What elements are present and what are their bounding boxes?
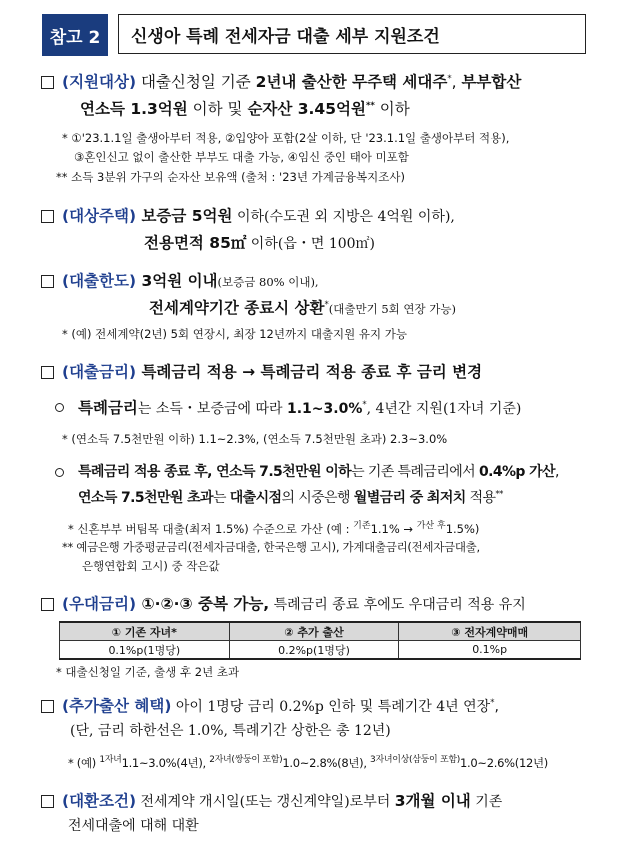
note-limit-1: * (예) 전세계약(2년) 5회 연장시, 최장 12년까지 대출지원 유지 가능 [62,327,408,341]
bullet-circle-icon [55,468,64,477]
section-refinance-line2: 전세대출에 대해 대환 [68,818,199,834]
note-rate-3: ** 예금은행 가중평균금리(전세자금대출, 한국은행 고시), 가계대출금리(전세자금대출, [62,540,480,554]
bullet-circle-icon [55,403,64,412]
checkbox-square-icon [41,366,54,379]
section-housing-line1: (대상주택) 보증금 5억원 이하(수도권 외 지방은 4억원 이하), [62,207,455,225]
section-tag-refinance: (대환조건) [62,792,137,810]
section-tag-rate: (대출금리) [62,363,137,381]
note-rate-1: * (연소득 7.5천만원 이하) 1.1~2.3%, (연소득 7.5천만원 초과) 2.3~3.0% [62,432,448,446]
section-tag-target: (지원대상) [62,73,137,91]
rate-bullet-2-line2: 연소득 7.5천만원 초과는 대출시점의 시중은행 월별금리 중 최저치 적용** [78,489,503,506]
section-target-line1: (지원대상) 대출신청일 기준 2년내 출산한 무주택 세대주*, 부부합산 [62,73,522,91]
note-rate-4: 은행연합회 고시) 중 작은값 [82,559,220,573]
section-limit-line2: 전세계약기간 종료시 상환*(대출만기 5회 연장 가능) [149,299,456,317]
rate-bullet-1: 특례금리는 소득・보증금에 따라 1.1~3.0%*, 4년간 지원(1자녀 기준) [78,399,522,417]
section-tag-housing: (대상주택) [62,207,137,225]
note-preferential-1: * 대출신청일 기준, 출생 후 2년 초과 [56,665,240,679]
table-cell: 0.2%p(1명당) [229,641,399,660]
checkbox-square-icon [41,275,54,288]
section-tag-birth: (추가출산 혜택) [62,697,172,715]
note-birth-1: * (예) $^{1자녀}$1.1~3.0%(4년), $^{2자녀(쌍둥이 포함)}$1.0~2.8%(8년), $^{3자녀이상(삼둥이 포함)}$1.0~2.6%(12년) [68,755,548,770]
table-header-cell: ① 기존 자녀* [60,622,230,641]
checkbox-square-icon [41,76,54,89]
section-preferential-line1: (우대금리) ①·②·③ 중복 가능, 특례금리 종료 후에도 우대금리 적용 유지 [62,595,526,613]
section-refinance-line1: (대환조건) 전세계약 개시일(또는 갱신계약일)로부터 3개월 이내 기존 [62,792,503,810]
checkbox-square-icon [41,700,54,713]
table-row [60,641,581,660]
section-tag-limit: (대출한도) [62,272,137,290]
checkbox-square-icon [41,598,54,611]
note-target-3: ** 소득 3분위 가구의 순자산 보유액 (출처 : '23년 가계금융복지조사) [56,170,405,184]
table-header-row [60,622,581,641]
reference-badge: 참고 2 [42,14,108,56]
section-birth-line2: (단, 금리 하한선은 1.0%, 특례기간 상한은 총 12년) [70,723,391,739]
note-rate-2: * 신혼부부 버팀목 대출(최저 1.5%) 수준으로 가산 (예 : $^{기존}$1.1% → $^{가산 후}$1.5%) [68,521,480,536]
table-header-cell: ② 추가 출산 [229,622,399,641]
section-birth-line1: (추가출산 혜택) 아이 1명당 금리 0.2%p 인하 및 특례기간 4년 연장*, [62,697,499,715]
section-rate-line1: (대출금리) 특례금리 적용 → 특례금리 적용 종료 후 금리 변경 [62,363,483,381]
preferential-rate-table [59,621,581,660]
section-target-line2: 연소득 1.3억원 이하 및 순자산 3.45억원** 이하 [80,100,410,118]
section-tag-preferential: (우대금리) [62,595,137,613]
checkbox-square-icon [41,795,54,808]
document-title: 신생아 특례 전세자금 대출 세부 지원조건 [118,14,586,54]
checkbox-square-icon [41,210,54,223]
note-target-2: ③혼인신고 없이 출산한 부부도 대출 가능, ④임신 중인 태아 미포함 [74,150,409,164]
table-cell: 0.1%p [399,641,581,660]
document-header [42,14,590,56]
table-header-cell: ③ 전자계약매매 [399,622,581,641]
section-housing-line2: 전용면적 85㎡ 이하(읍・면 100㎡) [144,234,376,252]
table-cell: 0.1%p(1명당) [60,641,230,660]
section-limit-line1: (대출한도) 3억원 이내(보증금 80% 이내), [62,272,319,290]
rate-bullet-2-line1: 특례금리 적용 종료 후, 연소득 7.5천만원 이하는 기존 특례금리에서 0.4%p 가산, [78,464,559,480]
note-target-1: * ①'23.1.1일 출생아부터 적용, ②입양아 포함(2살 이하, 단 '23.1.1일 출생아부터 적용), [62,131,510,145]
